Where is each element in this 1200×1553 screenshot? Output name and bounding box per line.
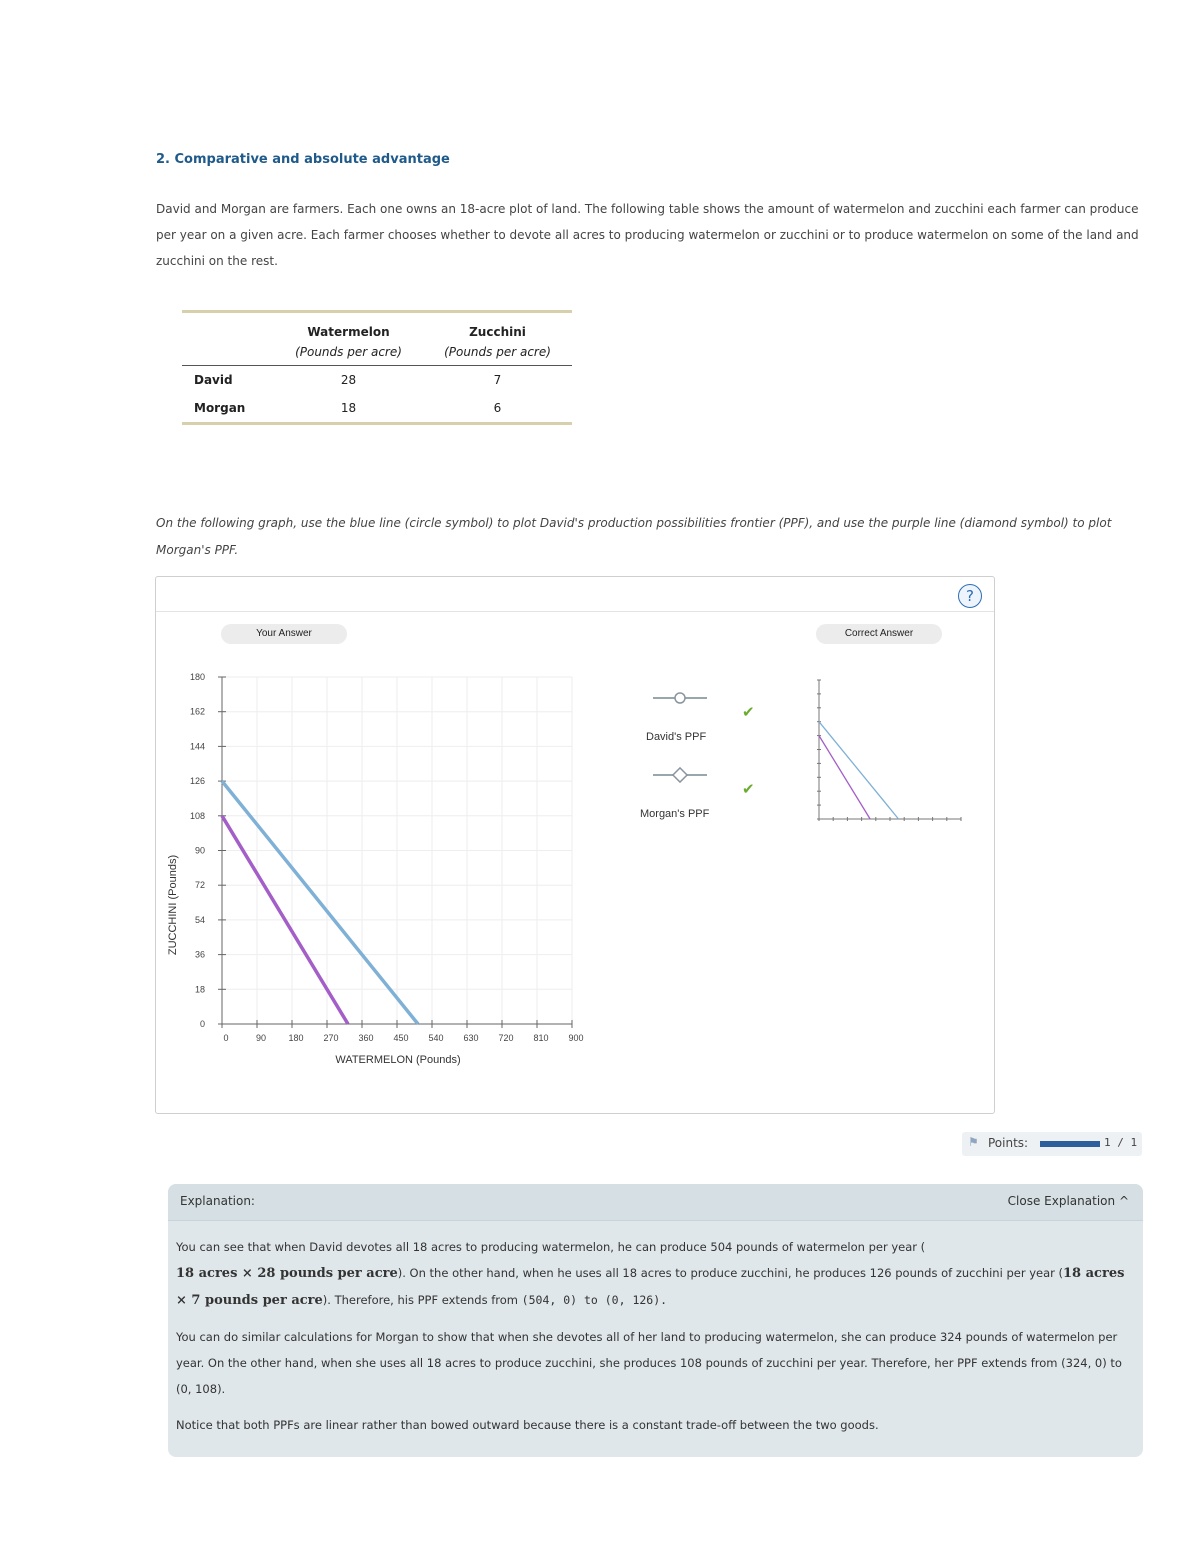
y-tick-label: 36 (194, 949, 205, 960)
explanation-body (176, 1234, 1132, 1448)
x-tick-label: 810 (533, 1033, 549, 1043)
x-tick-label: 90 (255, 1033, 267, 1043)
explanation-paragraph-2: You can do similar calculations for Morgan to show that when she devotes all of her land to producing watermelon, she can produce 324 pounds of watermelon per year. On the other hand, when she uses all 18 acres to produce zucchini, she produces 108 pounds of zucchini per year. Therefore, her PPF extends from (324, 0) to (0, 108). (176, 1330, 1122, 1396)
production-table (182, 310, 572, 425)
x-tick-label: 540 (428, 1033, 444, 1043)
row-name-morgan: Morgan (194, 401, 246, 415)
table-corner (182, 312, 274, 340)
y-tick-label: 72 (194, 880, 205, 891)
x-tick-label: 270 (323, 1033, 339, 1043)
table-corner-sub (182, 339, 274, 366)
expl-p1-a: You can see that when David devotes all 18 acres to producing watermelon, he can produce 504 pounds of watermelon per year ( (176, 1240, 926, 1254)
col-zucchini: Zucchini (469, 325, 526, 339)
y-tick-label: 162 (189, 706, 205, 717)
david-ppf-line (222, 781, 418, 1024)
close-explanation-button[interactable] (1008, 1194, 1129, 1208)
graph-panel (155, 576, 995, 1114)
y-tick-label: 144 (189, 741, 205, 752)
x-tick-label: 450 (393, 1033, 409, 1043)
x-tick-label: 630 (463, 1033, 479, 1043)
y-tick-label: 180 (189, 672, 205, 682)
table-header-row (182, 312, 572, 340)
y-tick-label: 126 (189, 776, 205, 787)
points-bar-fill (1040, 1141, 1100, 1147)
panel-divider (156, 611, 994, 612)
row-name-david: David (194, 373, 233, 387)
col-watermelon: Watermelon (307, 325, 390, 339)
expl-p1-range: (504, 0) to (0, 126). (521, 1293, 668, 1307)
morgan-zucchini: 6 (493, 401, 502, 415)
chevron-up-icon: ^ (1118, 1194, 1129, 1208)
col-watermelon-unit: (Pounds per acre) (274, 339, 423, 366)
x-tick-label: 360 (358, 1033, 374, 1043)
david-watermelon: 28 (340, 373, 357, 387)
legend-david-label: David's PPF (646, 731, 707, 743)
correct-answer-chart (811, 672, 971, 822)
morgan-watermelon: 18 (340, 401, 357, 415)
flag-icon: ⚑ (968, 1135, 979, 1149)
mini-david-line (819, 722, 899, 819)
expl-p1-c: ). Therefore, his PPF extends from (322, 1293, 522, 1307)
ppf-chart[interactable] (156, 657, 616, 1077)
x-tick-label: 900 (568, 1033, 584, 1043)
question-title: 2. Comparative and absolute advantage (156, 152, 450, 167)
mini-morgan-line (819, 736, 870, 819)
y-axis-label: ZUCCHINI (Pounds) (167, 854, 179, 956)
x-tick-label: 0 (223, 1033, 229, 1043)
legend-morgan-symbol[interactable] (651, 765, 711, 785)
y-tick-label: 18 (194, 984, 205, 995)
legend-morgan-label: Morgan's PPF (640, 808, 710, 820)
y-tick-label: 54 (194, 914, 205, 925)
expl-p1-math-2: 18 acres × 7 pounds per acre (176, 1266, 1125, 1308)
explanation-title: Explanation: (180, 1194, 255, 1208)
graph-instructions: On the following graph, use the blue line (circle symbol) to plot David's production possibilities frontier (PPF), and use the purple line (diamond symbol) to plot Morgan's PPF. (156, 516, 1112, 557)
explanation-panel (168, 1184, 1143, 1457)
correct-answer-tab[interactable]: Correct Answer (816, 624, 942, 644)
y-tick-label: 108 (189, 810, 205, 821)
y-tick-label: 0 (199, 1019, 205, 1029)
y-tick-label: 90 (194, 845, 205, 856)
expl-p1-math-1: 18 acres × 28 pounds per acre (176, 1266, 398, 1281)
your-answer-tab[interactable]: Your Answer (221, 624, 347, 644)
points-label: Points: (988, 1136, 1029, 1150)
explanation-paragraph-1 (176, 1234, 1132, 1314)
table-unit-row (182, 339, 572, 366)
legend-david-symbol[interactable] (651, 688, 711, 708)
table-row (182, 366, 572, 395)
col-zucchini-unit: (Pounds per acre) (423, 339, 572, 366)
david-zucchini: 7 (493, 373, 502, 387)
x-tick-label: 180 (288, 1033, 304, 1043)
x-tick-label: 720 (498, 1033, 514, 1043)
david-check-icon: ✔ (742, 703, 755, 721)
expl-p1-b: ). On the other hand, when he uses all 18 acres to produce zucchini, he produces 126 pounds of zucchini per year ( (397, 1266, 1064, 1280)
points-score: 1 / 1 (1104, 1136, 1138, 1149)
question-intro: David and Morgan are farmers. Each one owns an 18-acre plot of land. The following table shows the amount of watermelon and zucchini each farmer can produce per year on a given acre. Each farmer chooses whether to devote all acres to producing watermelon or zucchini or to produce watermelon on some of the land and zucchini on the rest. (156, 202, 1139, 268)
x-axis-label: WATERMELON (Pounds) (335, 1054, 461, 1066)
morgan-check-icon: ✔ (742, 780, 755, 798)
close-explanation-label: Close Explanation (1007, 1194, 1116, 1208)
points-indicator (962, 1132, 1142, 1156)
table-row (182, 394, 572, 424)
help-icon[interactable]: ? (958, 584, 982, 608)
points-bar (1040, 1141, 1100, 1147)
explanation-header (168, 1184, 1143, 1221)
explanation-paragraph-3: Notice that both PPFs are linear rather than bowed outward because there is a constant trade-off between the two goods. (176, 1418, 879, 1432)
